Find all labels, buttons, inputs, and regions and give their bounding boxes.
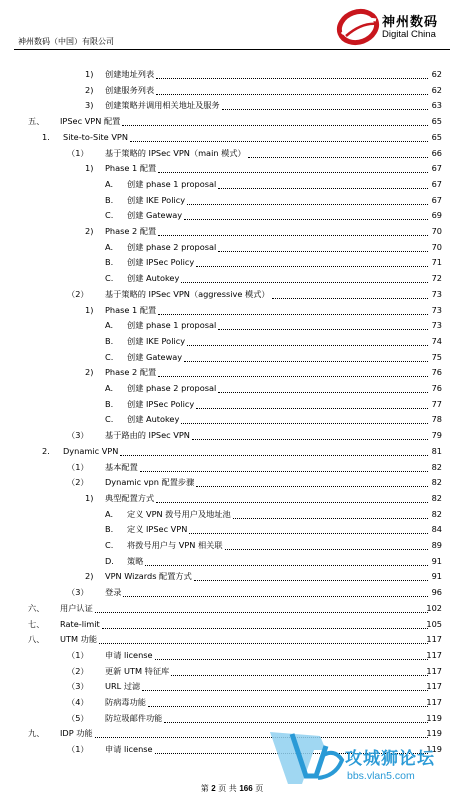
toc-entry-number: A. [105,178,114,189]
toc-entry-page: 82 [431,508,442,519]
toc-entry-number: 五、 [28,116,45,127]
toc-entry-page: 119 [426,728,442,739]
toc-entry-number: C. [105,414,114,425]
toc-entry-title: 用户认证 [60,602,93,613]
logo-en-text: Digital China [382,29,436,40]
toc-leader-dots [140,471,428,472]
toc-entry[interactable] [0,710,464,726]
toc-entry-number: A. [105,383,114,393]
toc-entry[interactable] [0,317,464,333]
toc-entry-page: 70 [431,226,442,236]
toc-entry[interactable] [0,192,464,208]
toc-entry-title: 创建 phase 2 proposal [127,383,217,393]
toc-entry-number: （5） [67,712,89,723]
toc-entry-title: 将拨号用户与 VPN 相关联 [127,540,223,550]
toc-entry[interactable] [0,600,464,616]
toc-entry-title: IPSec VPN 配置 [60,116,121,127]
toc-entry[interactable] [0,302,464,318]
toc-entry-title: 定义 VPN 拨号用户及地址池 [127,508,231,519]
toc-entry-number: B. [105,257,114,268]
toc-entry-page: 73 [431,288,442,299]
toc-entry[interactable] [0,333,464,349]
toc-entry-title: 创建 phase 1 proposal [127,178,217,189]
toc-leader-dots [123,596,428,597]
toc-entry-page: 84 [431,524,442,535]
toc-leader-dots [158,314,428,315]
toc-entry-number: 八、 [28,634,45,645]
toc-leader-dots [218,392,428,393]
toc-leader-dots [196,408,428,409]
toc-entry-page: 71 [431,257,442,268]
toc-entry-number: （1） [67,744,89,755]
toc-entry-title: 创建 IPSec Policy [127,257,195,268]
toc-entry-number: 1) [85,69,94,79]
toc-entry[interactable] [0,678,464,694]
toc-entry-page: 77 [431,398,442,409]
toc-entry-number: C. [105,210,114,221]
toc-leader-dots [218,251,428,252]
toc-leader-dots [122,125,428,126]
toc-entry-title: 防病毒功能 [105,697,146,707]
toc-leader-dots [158,172,428,173]
toc-leader-dots [218,188,428,189]
footer-prefix: 第 [200,784,209,793]
toc-entry[interactable] [0,443,464,459]
toc-entry-page: 82 [431,477,442,488]
toc-entry[interactable] [0,647,464,663]
toc-entry[interactable] [0,270,464,286]
toc-entry-title: 创建 Gateway [127,210,183,221]
header-divider [14,49,450,50]
toc-entry-number: 1. [42,131,50,142]
toc-entry-page: 73 [431,304,442,315]
toc-leader-dots [189,533,428,534]
toc-entry[interactable] [0,66,464,82]
toc-entry[interactable] [0,459,464,475]
toc-entry[interactable] [0,694,464,710]
toc-entry-page: 70 [431,241,442,252]
toc-entry-number: B. [105,398,114,409]
toc-entry[interactable] [0,145,464,161]
toc-entry-number: （2） [67,477,89,488]
toc-entry[interactable] [0,160,464,176]
toc-leader-dots [148,706,428,707]
toc-leader-dots [272,298,428,299]
toc-entry-title: 创建策略并调用相关地址及服务 [105,100,220,111]
toc-leader-dots [181,423,428,424]
toc-entry[interactable] [0,616,464,632]
toc-entry-title: Phase 1 配置 [105,163,157,174]
toc-entry-number: C. [105,540,114,550]
toc-entry-title: 基于策略的 IPSec VPN（main 模式） [105,147,246,158]
toc-entry[interactable] [0,176,464,192]
toc-entry[interactable] [0,82,464,98]
toc-entry[interactable] [0,506,464,522]
toc-entry-number: D. [105,555,114,566]
toc-entry-title: 基本配置 [105,461,138,472]
toc-entry[interactable] [0,490,464,506]
toc-entry[interactable] [0,364,464,380]
toc-entry-page: 82 [431,461,442,472]
toc-leader-dots [120,455,428,456]
toc-entry-page: 105 [426,618,442,629]
toc-entry-number: （3） [67,430,89,441]
toc-entry-page: 78 [431,414,442,425]
toc-entry[interactable] [0,239,464,255]
toc-leader-dots [102,628,428,629]
toc-entry-title: 基于策略的 IPSec VPN（aggressive 模式） [105,288,270,299]
toc-entry-number: （2） [67,665,89,676]
toc-leader-dots [196,486,428,487]
toc-entry-title: 创建 phase 2 proposal [127,241,217,252]
toc-entry-number: （3） [67,587,89,598]
toc-entry-number: 2) [85,571,94,582]
toc-entry-number: 2. [42,445,50,456]
toc-entry[interactable] [0,474,464,490]
toc-entry-page: 89 [431,540,442,550]
logo-cn-text: 神州数码 [382,15,439,30]
toc-entry[interactable] [0,254,464,270]
toc-leader-dots [99,643,428,644]
toc-entry-number: 2) [85,367,94,378]
toc-entry[interactable] [0,568,464,584]
toc-entry-title: 定义 IPSec VPN [127,524,188,535]
toc-entry-page: 63 [431,100,442,111]
toc-entry-number: C. [105,351,114,362]
toc-entry-page: 117 [426,697,442,707]
toc-entry-title: Phase 1 配置 [105,304,157,315]
toc-entry-page: 65 [431,116,442,127]
toc-entry-title: 更新 UTM 特征库 [105,665,170,676]
toc-entry-number: A. [105,241,114,252]
toc-entry-title: 策略 [127,555,144,566]
toc-entry-page: 69 [431,210,442,221]
toc-entry-page: 79 [431,430,442,441]
toc-leader-dots [187,345,428,346]
toc-entry-page: 119 [426,744,442,755]
footer-total-pages: 166 [239,784,253,793]
toc-leader-dots [142,690,428,691]
toc-entry-page: 66 [431,147,442,158]
watermark-url: bbs.vlan5.com [347,770,415,782]
toc-entry[interactable] [0,349,464,365]
toc-entry-page: 76 [431,383,442,393]
toc-leader-dots [225,549,428,550]
toc-entry-page: 62 [431,69,442,79]
toc-entry-number: 2) [85,226,94,236]
toc-entry[interactable] [0,663,464,679]
toc-leader-dots [164,722,428,723]
toc-leader-dots [196,266,428,267]
watermark-brand: 攻城狮论坛 [345,749,435,769]
toc-entry-page: 102 [426,602,442,613]
toc-leader-dots [145,565,428,566]
toc-entry-title: 创建 Autokey [127,414,180,425]
toc-entry-page: 67 [431,194,442,205]
toc-entry-title: Phase 2 配置 [105,226,157,236]
toc-leader-dots [222,109,428,110]
toc-entry-page: 82 [431,492,442,503]
toc-entry[interactable] [0,537,464,553]
footer-suffix: 页 [255,784,264,793]
toc-entry-title: UTM 功能 [60,634,98,645]
toc-entry[interactable] [0,427,464,443]
toc-entry[interactable] [0,631,464,647]
toc-entry-title: 申请 license [105,649,153,660]
toc-entry-title: Dynamic VPN [63,445,119,456]
toc-entry[interactable] [0,553,464,569]
toc-leader-dots [155,659,428,660]
toc-leader-dots [181,282,428,283]
toc-leader-dots [187,204,428,205]
toc-entry-title: 防垃圾邮件功能 [105,712,163,723]
toc-entry-page: 67 [431,178,442,189]
toc-entry[interactable] [0,411,464,427]
toc-leader-dots [95,612,428,613]
toc-entry-number: （1） [67,461,89,472]
toc-leader-dots [233,518,428,519]
toc-entry-page: 119 [426,712,442,723]
toc-entry-title: Site-to-Site VPN [63,131,128,142]
toc-entry[interactable] [0,584,464,600]
toc-leader-dots [248,157,428,158]
toc-entry-title: Phase 2 配置 [105,367,157,378]
toc-entry-number: 1) [85,304,94,315]
toc-entry-page: 67 [431,163,442,174]
toc-entry-page: 117 [426,665,442,676]
toc-entry-title: 创建 IKE Policy [127,335,186,346]
toc-leader-dots [194,580,428,581]
toc-entry-title: URL 过滤 [105,681,141,692]
toc-entry-page: 96 [431,587,442,598]
toc-entry-number: （3） [67,681,89,692]
toc-entry-page: 62 [431,84,442,95]
toc-entry-title: VPN Wizards 配置方式 [105,571,192,582]
toc-entry-title: Dynamic vpn 配置步骤 [105,477,195,488]
toc-entry-page: 73 [431,320,442,331]
toc-entry-number: B. [105,335,114,346]
toc-entry-title: 基于路由的 IPSec VPN [105,430,190,441]
toc-entry-number: B. [105,524,114,535]
toc-entry-title: 典型配置方式 [105,492,155,503]
toc-leader-dots [130,141,428,142]
toc-entry-number: 九、 [28,728,45,739]
toc-entry-page: 81 [431,445,442,456]
toc-entry-number: B. [105,194,114,205]
toc-entry-number: （1） [67,147,89,158]
toc-entry-page: 74 [431,335,442,346]
toc-leader-dots [218,329,428,330]
toc-entry-number: 六、 [28,602,45,613]
toc-entry[interactable] [0,223,464,239]
toc-entry[interactable] [0,286,464,302]
toc-entry-number: A. [105,508,114,519]
toc-entry[interactable] [0,380,464,396]
toc-entry-number: 1) [85,163,94,174]
toc-entry-page: 91 [431,571,442,582]
toc-entry-number: 3) [85,100,94,111]
toc-entry-number: A. [105,320,114,331]
toc-entry-number: （4） [67,697,89,707]
toc-leader-dots [158,235,428,236]
toc-entry-title: 创建 IPSec Policy [127,398,195,409]
toc-entry[interactable] [0,113,464,129]
toc-entry[interactable] [0,207,464,223]
toc-leader-dots [158,376,428,377]
toc-entry-page: 65 [431,131,442,142]
toc-entry[interactable] [0,396,464,412]
toc-leader-dots [156,94,428,95]
toc-entry-number: 2) [85,84,94,95]
toc-entry-number: （2） [67,288,89,299]
toc-entry-number: （1） [67,649,89,660]
toc-leader-dots [156,78,428,79]
toc-leader-dots [156,502,428,503]
toc-entry-page: 91 [431,555,442,566]
footer-current-page: 2 [211,784,216,793]
company-name: 神州数码（中国）有限公司 [18,37,114,46]
toc-entry[interactable] [0,129,464,145]
toc-entry-title: IDP 功能 [60,728,93,739]
toc-entry-page: 72 [431,273,442,284]
toc-entry-number: 七、 [28,618,45,629]
toc-entry[interactable] [0,97,464,113]
toc-entry-title: 创建地址列表 [105,69,155,79]
toc-entry-page: 117 [426,649,442,660]
toc-entry-title: 创建 phase 1 proposal [127,320,217,331]
toc-entry[interactable] [0,521,464,537]
toc-entry-title: 创建 Autokey [127,273,180,284]
toc-entry-number: C. [105,273,114,284]
toc-leader-dots [184,219,428,220]
footer-middle: 页 共 [218,784,237,793]
toc-entry-page: 117 [426,634,442,645]
toc-entry-title: 创建 Gateway [127,351,183,362]
toc-entry-title: 创建 IKE Policy [127,194,186,205]
toc-leader-dots [184,361,428,362]
toc-entry-title: Rate-limit [60,618,100,629]
toc-entry-title: 创建服务列表 [105,84,155,95]
toc-leader-dots [192,439,428,440]
toc-entry-page: 76 [431,367,442,378]
toc-entry-number: 1) [85,492,94,503]
toc-entry-title: 申请 license [105,744,153,755]
toc-entry-title: 登录 [105,587,122,598]
toc-entry-page: 117 [426,681,442,692]
toc-entry-page: 75 [431,351,442,362]
toc-leader-dots [171,675,428,676]
